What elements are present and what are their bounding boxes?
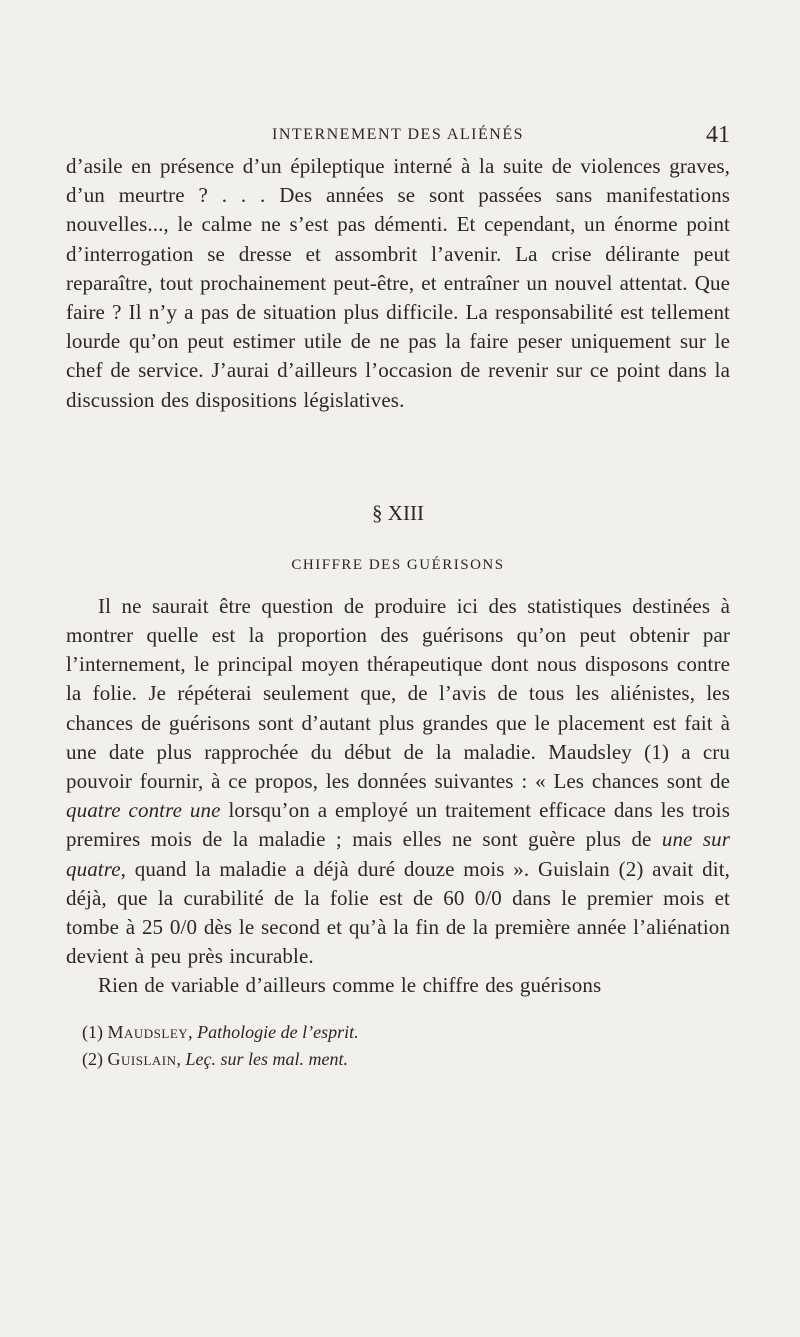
- section-paragraph-continuation: Rien de variable d’ailleurs comme le chiffre des guérisons: [98, 973, 602, 998]
- section-paragraph-text-1: Il ne saurait être question de produire ici des statistiques destinées à montrer quelle est la proportion des guérisons qu’on peut obtenir par l’internement, le principal moyen thérapeutique dont nous disposons contre la folie. Je répéterai seulement que, de l’avis de tous les aliénistes, les chances de guérisons sont d’autant plus grandes que le placement est fait à une date plus rapprochée du début de la maladie. Maudsley (1) a cru pouvoir fournir, à ce propos, les données suivantes : « Les chances sont de: [66, 593, 730, 794]
- footnote-number: (1): [82, 1021, 103, 1042]
- section-title: CHIFFRE DES GUÉRISONS: [291, 556, 505, 573]
- section-body: [66, 592, 730, 1001]
- book-page: [66, 122, 730, 1073]
- running-head: [66, 122, 730, 150]
- footnotes: [66, 1019, 730, 1073]
- page-number: 41: [706, 122, 730, 148]
- footnote-work: Pathologie de l’esprit.: [197, 1021, 359, 1042]
- footnote-work: Leç. sur les mal. ment.: [185, 1048, 348, 1069]
- emphasis-une-sur-quatre: une sur quatre: [66, 827, 730, 881]
- footnote-2: (2) Guislain, Leç. sur les mal. ment.: [82, 1048, 348, 1069]
- emphasis-quatre-contre-une: quatre contre une: [66, 798, 221, 823]
- footnote-author: Maudsley: [107, 1021, 189, 1042]
- section-paragraph-text-3: , quand la maladie a déjà duré douze mois ». Guislain (2) avait dit, déjà, que la curabilité de la folie est de 60 0/0 dans le premier mois et tombe à 25 0/0 dès le second et qu’à la fin de la première année l’aliénation devient à peu près incurable.: [66, 856, 730, 969]
- body-paragraph: d’asile en présence d’un épileptique interné à la suite de violences graves, d’un meurtre ? . . . Des années se sont passées sans manifestations nouvelles..., le calme ne s’est pas démenti. Et cependant, un énorme point d’interrogation se dresse et assombrit l’avenir. La crise délirante peut reparaître, tout prochainement peut-être, et entraîner un nouvel attentat. Que faire ? Il n’y a pas de situation plus difficile. La responsabilité est tellement lourde qu’on peut estimer utile de ne pas la faire peser uniquement sur le chef de service. J’aurai d’ailleurs l’occasion de revenir sur ce point dans la discussion des dispositions législatives.: [66, 154, 730, 412]
- section-paragraph: [66, 592, 730, 972]
- footnote-1: (1) Maudsley, Pathologie de l’esprit.: [82, 1021, 359, 1042]
- section-number: § XIII: [372, 500, 424, 525]
- section-paragraph-text-2: lorsqu’on a employé un traitement efficace dans les trois premires mois de la maladie ; mais elles ne sont guère plus de: [66, 798, 730, 852]
- footnote-author: Guislain: [107, 1048, 177, 1069]
- running-title: INTERNEMENT DES ALIÉNÉS: [272, 126, 524, 143]
- footnote-number: (2): [82, 1048, 103, 1069]
